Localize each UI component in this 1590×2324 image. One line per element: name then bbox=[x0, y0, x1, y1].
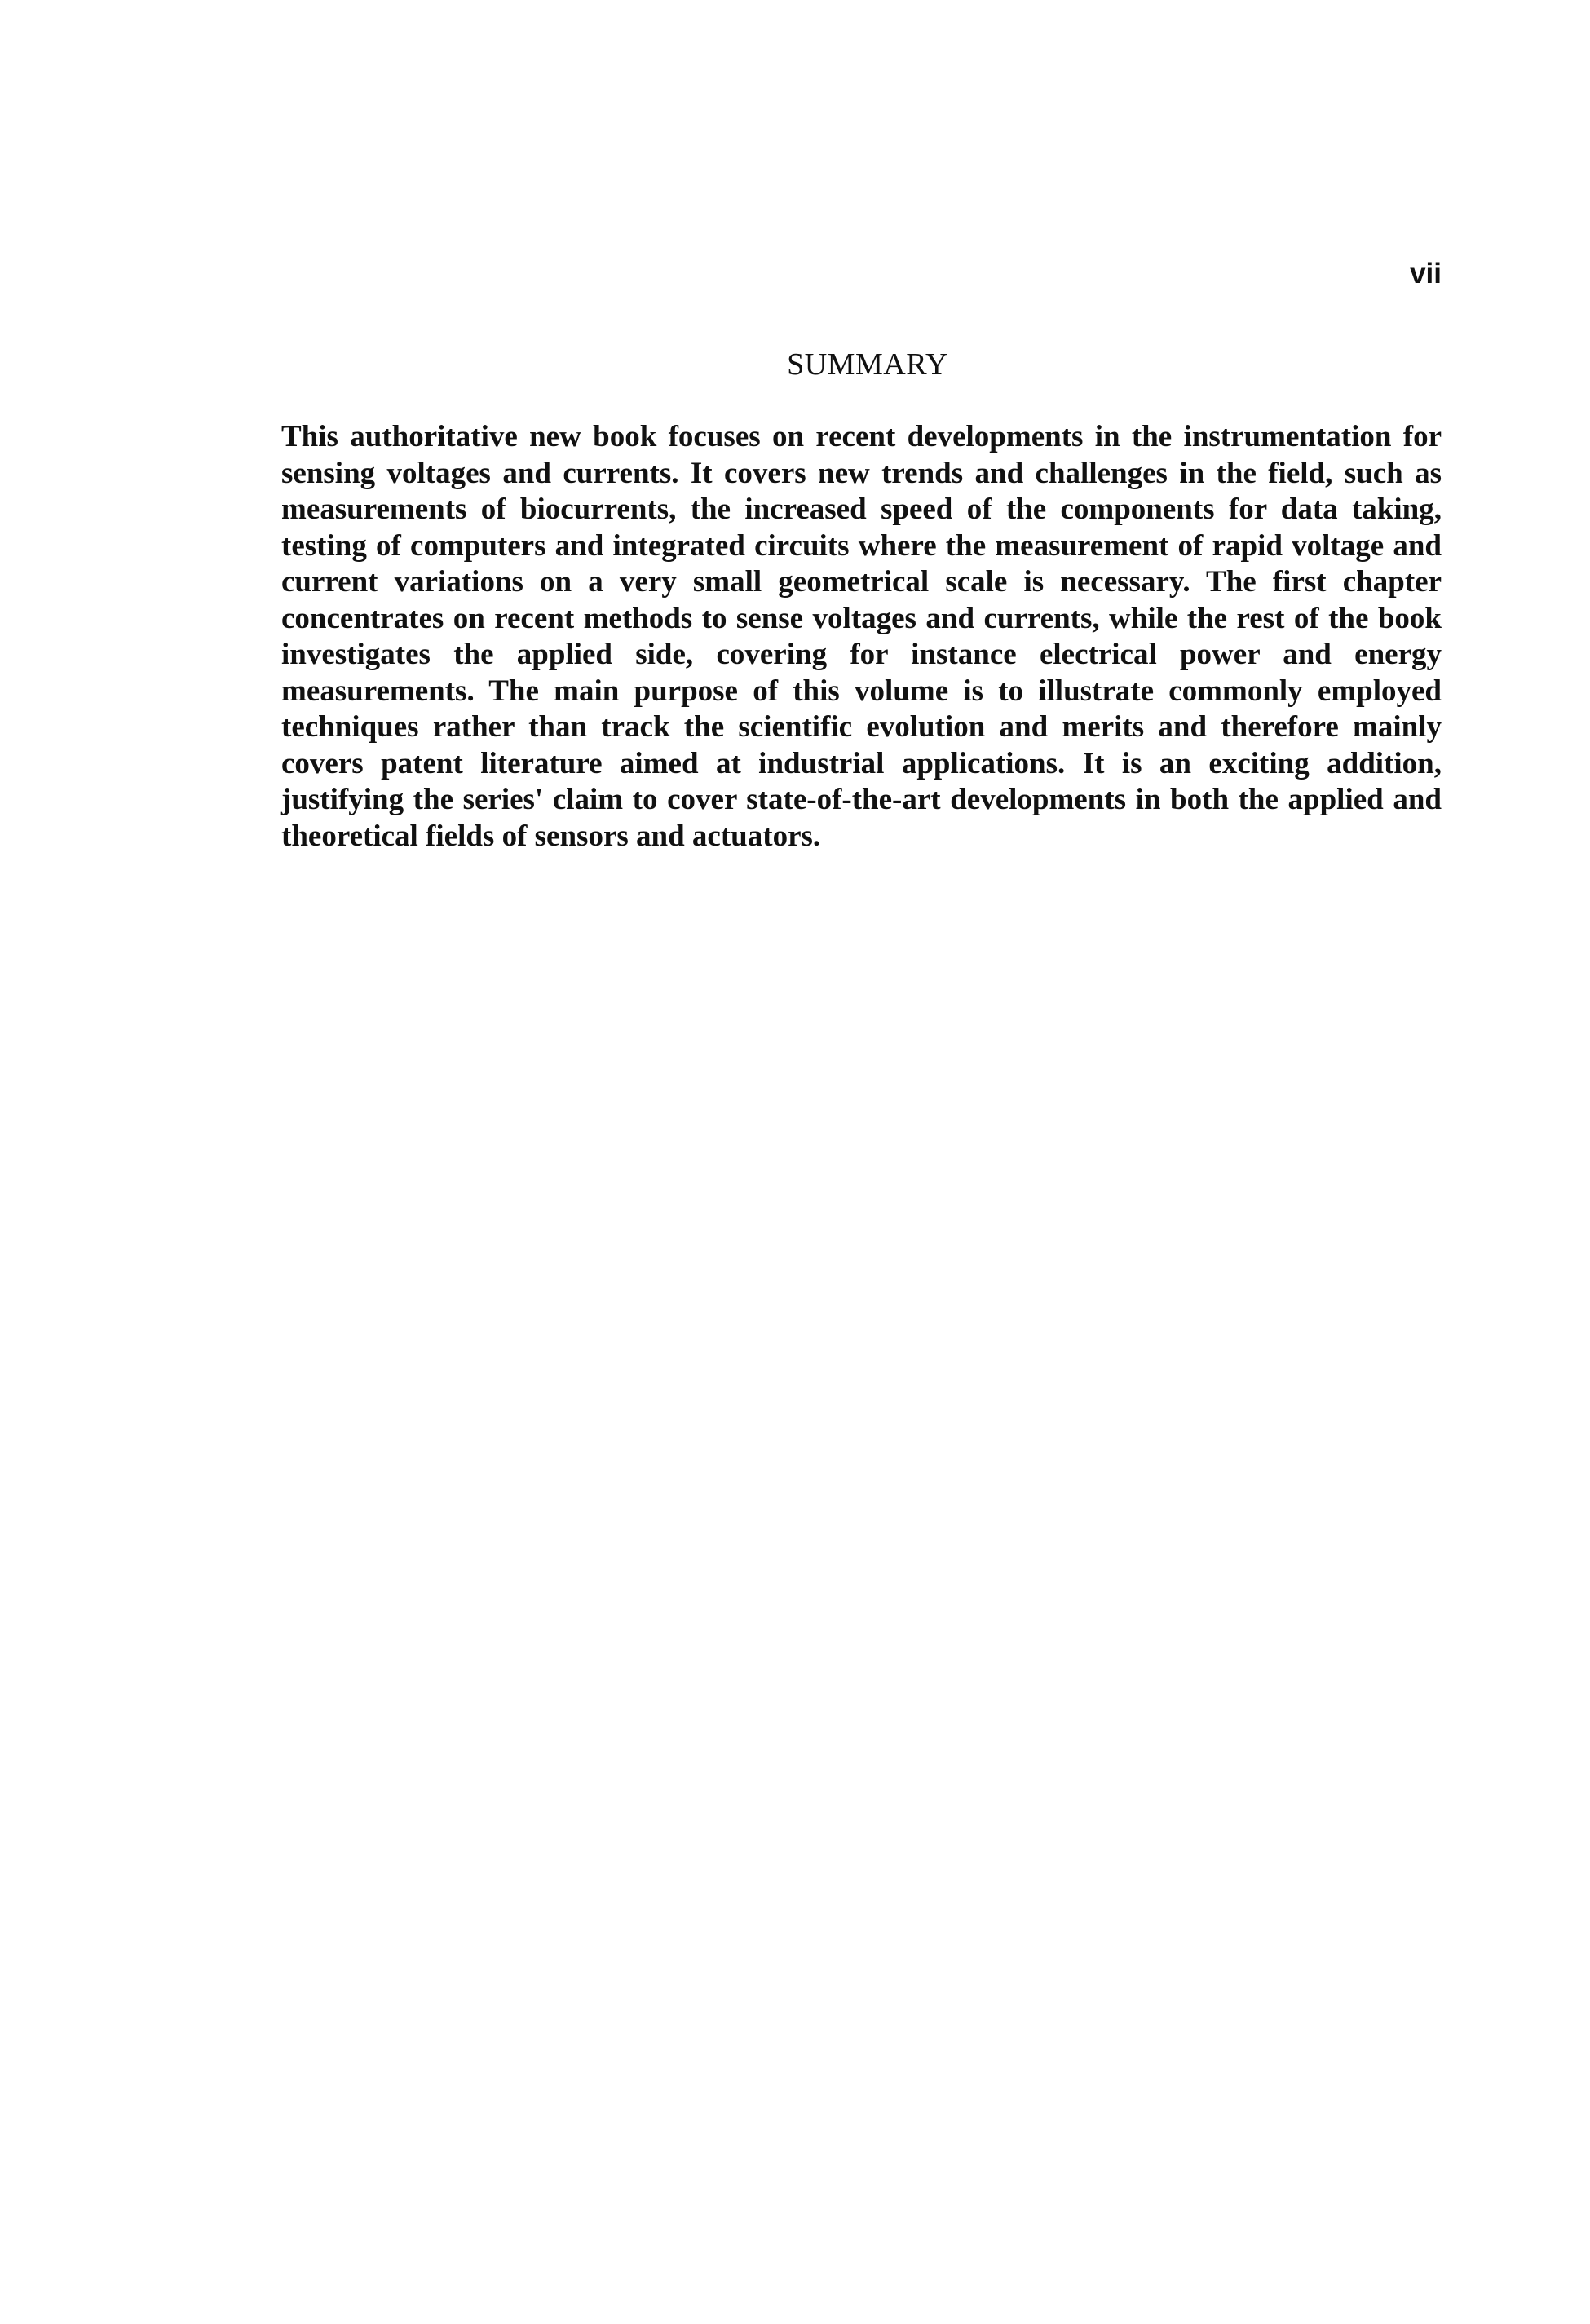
summary-line-4: testing of computers and integrated circuits where the measurement of rapid voltage and bbox=[281, 528, 1442, 563]
page-number: vii bbox=[1410, 258, 1442, 289]
summary-line-7: investigates the applied side, covering for instance electrical power and energy bbox=[281, 638, 1442, 671]
summary-line-5: current variations on a very small geometrical scale is necessary. The first chapter bbox=[281, 565, 1442, 599]
summary-heading: SUMMARY bbox=[787, 347, 948, 382]
summary-line-1: This authoritative new book focuses on recent developments in the instrumentation for bbox=[281, 420, 1442, 453]
summary-line-9: techniques rather than track the scientific evolution and merits and therefore mainly bbox=[281, 710, 1442, 744]
summary-line-12: theoretical fields of sensors and actuators. bbox=[281, 819, 821, 853]
summary-line-6: concentrates on recent methods to sense voltages and currents, while the rest of the book bbox=[281, 601, 1442, 635]
summary-line-11: justifying the series' claim to cover state-of-the-art developments in both the applied and bbox=[281, 783, 1442, 816]
summary-paragraph bbox=[281, 419, 1442, 855]
summary-line-10: covers patent literature aimed at industrial applications. It is an exciting addition, bbox=[281, 746, 1442, 780]
summary-line-3: measurements of biocurrents, the increased speed of the components for data taking, bbox=[281, 493, 1442, 526]
summary-line-8: measurements. The main purpose of this volume is to illustrate commonly employed bbox=[281, 674, 1442, 708]
summary-line-2: sensing voltages and currents. It covers new trends and challenges in the field, such as bbox=[281, 456, 1442, 490]
